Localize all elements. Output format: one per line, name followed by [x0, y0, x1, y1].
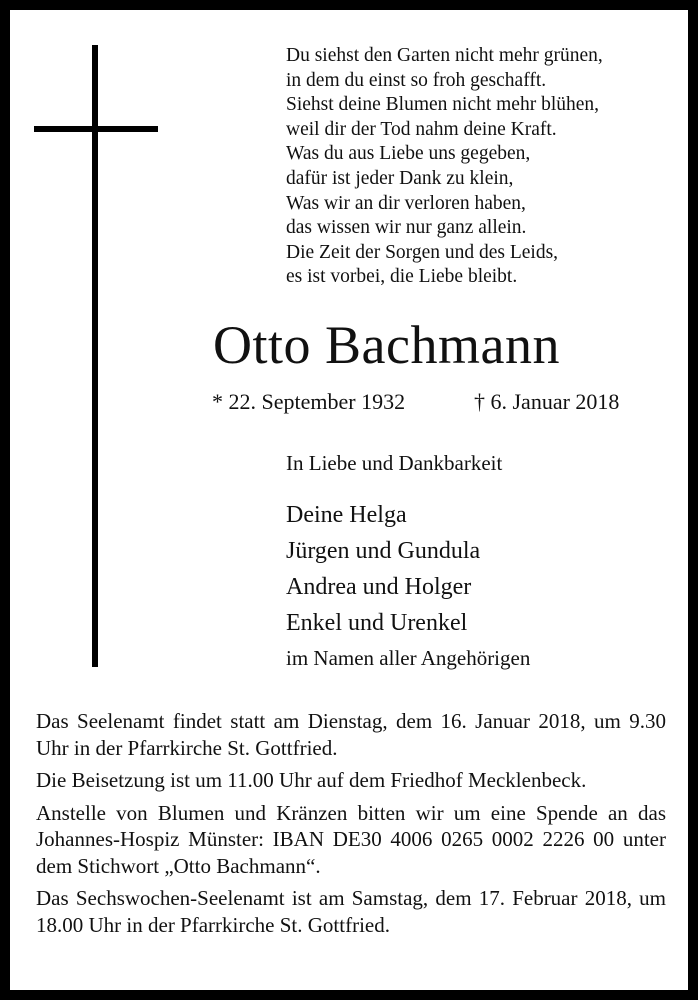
poem-line: Was wir an dir verloren haben,	[286, 192, 526, 214]
mourner: Deine Helga	[286, 502, 407, 528]
cross-icon-bar	[34, 126, 158, 132]
notice-paragraph: Anstelle von Blumen und Kränzen bitten wir um eine Spende an das Johannes-Hospiz Münster: IBAN DE30 4006 0265 0002 2226 00 unter dem Stichwort „Otto Bachmann“.	[36, 800, 666, 878]
mourner: Enkel und Urenkel	[286, 610, 468, 636]
mourner: Jürgen und Gundula	[286, 538, 481, 564]
obituary-notice	[10, 10, 688, 990]
service-notices	[36, 708, 666, 944]
deceased-name: Otto Bachmann	[213, 315, 560, 375]
mourner: Andrea und Holger	[286, 574, 472, 600]
signoff-closing: im Namen aller Angehörigen	[286, 646, 531, 670]
memorial-poem	[286, 44, 603, 290]
poem-line: es ist vorbei, die Liebe bleibt.	[286, 266, 518, 288]
poem-line: dafür ist jeder Dank zu klein,	[286, 167, 514, 189]
poem-line: weil dir der Tod nahm deine Kraft.	[286, 118, 557, 140]
notice-paragraph: Das Seelenamt findet statt am Dienstag, dem 16. Januar 2018, um 9.30 Uhr in der Pfarrkirche St. Gottfried.	[36, 709, 666, 760]
signoff-intro: In Liebe und Dankbarkeit	[286, 451, 503, 475]
poem-line: Siehst deine Blumen nicht mehr blühen,	[286, 94, 600, 116]
poem-line: Was du aus Liebe uns gegeben,	[286, 143, 531, 165]
notice-paragraph: Die Beisetzung ist um 11.00 Uhr auf dem Friedhof Mecklenbeck.	[36, 768, 587, 792]
birth-date: * 22. September 1932	[212, 389, 406, 414]
death-date: † 6. Januar 2018	[474, 389, 620, 414]
poem-line: in dem du einst so froh geschafft.	[286, 69, 547, 91]
poem-line: Die Zeit der Sorgen und des Leids,	[286, 241, 559, 263]
notice-paragraph: Das Sechswochen-Seelenamt ist am Samstag, dem 17. Februar 2018, um 18.00 Uhr in der Pfarrkirche St. Gottfried.	[36, 886, 666, 937]
mourners-list	[286, 497, 480, 641]
poem-line: Du siehst den Garten nicht mehr grünen,	[286, 45, 603, 66]
poem-line: das wissen wir nur ganz allein.	[286, 217, 527, 239]
